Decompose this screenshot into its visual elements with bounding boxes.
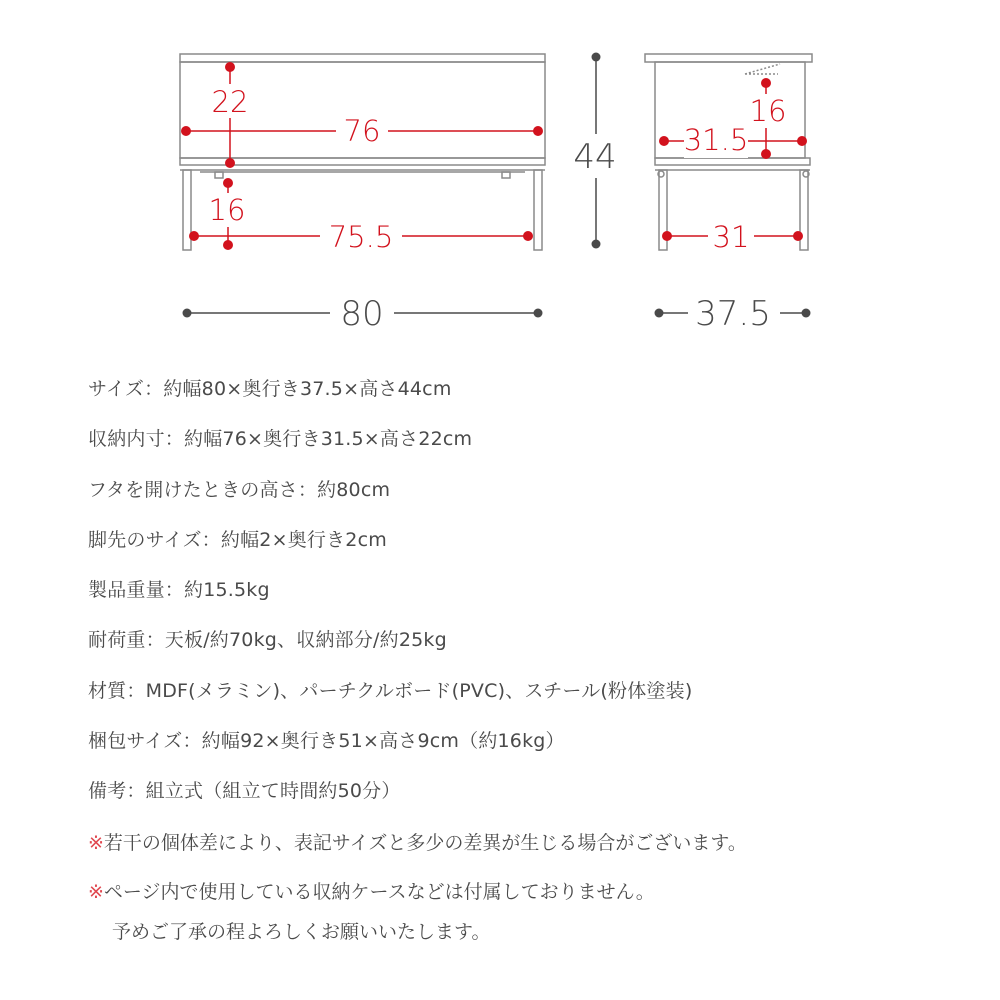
front-height-top-label: 22: [211, 85, 249, 119]
spec-package-size: 梱包サイズ：約幅92×奥行き51×高さ9cm（約16kg）: [88, 730, 565, 753]
dim-point: [181, 126, 191, 136]
dim-point: [523, 231, 533, 241]
note-accessories-cont: 予めご了承の程よろしくお願いいたします。: [112, 921, 491, 943]
side-depth-inner-label: 31.5: [683, 123, 749, 157]
side-total-depth: [655, 290, 811, 334]
front-total-width-label: 80: [340, 294, 384, 334]
front-width-inner-label: 76: [343, 114, 381, 148]
dim-point: [225, 62, 235, 72]
dim-point: [183, 309, 192, 318]
side-depth-lower-label: 31: [712, 220, 750, 254]
dim-point: [189, 231, 199, 241]
dim-point: [223, 178, 233, 188]
dim-point: [761, 149, 771, 159]
note-text: ページ内で使用している収納ケースなどは付属しておりません。: [103, 881, 655, 903]
dim-point: [223, 240, 233, 250]
side-total-depth-label: 37.5: [695, 294, 771, 334]
dim-point: [592, 53, 601, 62]
dim-point: [225, 158, 235, 168]
dim-point: [659, 136, 669, 146]
spec-weight: 製品重量：約15.5kg: [88, 579, 270, 602]
dim-point: [662, 231, 672, 241]
total-height: [570, 53, 622, 249]
spec-size: サイズ：約幅80×奥行き37.5×高さ44cm: [88, 378, 452, 400]
dim-point: [592, 240, 601, 249]
note-size-variation: [88, 830, 988, 879]
note-text: 若干の個体差により、表記サイズと多少の差異が生じる場合がございます。: [103, 832, 747, 854]
front-total-width: [183, 290, 543, 334]
dim-point: [761, 78, 771, 88]
front-height-lower-label: 16: [208, 193, 246, 227]
notes: [88, 830, 988, 945]
dimension-diagram: [0, 0, 1000, 340]
dim-point: [655, 309, 664, 318]
dim-point: [533, 126, 543, 136]
dim-point: [797, 136, 807, 146]
spec-remarks: 備考：組立式（組立て時間約50分）: [88, 780, 401, 803]
side-dimensions: [659, 78, 807, 254]
spec-inner-size: 収納内寸：約幅76×奥行き31.5×高さ22cm: [88, 428, 473, 451]
spec-list: [88, 376, 988, 829]
side-height-top-label: 16: [749, 94, 787, 128]
front-width-lower-label: 75.5: [328, 220, 394, 254]
dim-point: [793, 231, 803, 241]
spec-lid-open-height: フタを開けたときの高さ：約80cm: [88, 478, 391, 501]
note-mark: ※: [88, 832, 104, 854]
dim-point: [802, 309, 811, 318]
dim-point: [534, 309, 543, 318]
total-height-label: 44: [573, 137, 617, 177]
note-mark: ※: [88, 881, 104, 903]
spec-material: 材質：MDF(メラミン)、パーチクルボード(PVC)、スチール(粉体塗装): [88, 679, 693, 702]
spec-load-capacity: 耐荷重：天板/約70kg、収納部分/約25kg: [88, 629, 447, 652]
spec-foot-size: 脚先のサイズ：約幅2×奥行き2cm: [88, 528, 387, 551]
